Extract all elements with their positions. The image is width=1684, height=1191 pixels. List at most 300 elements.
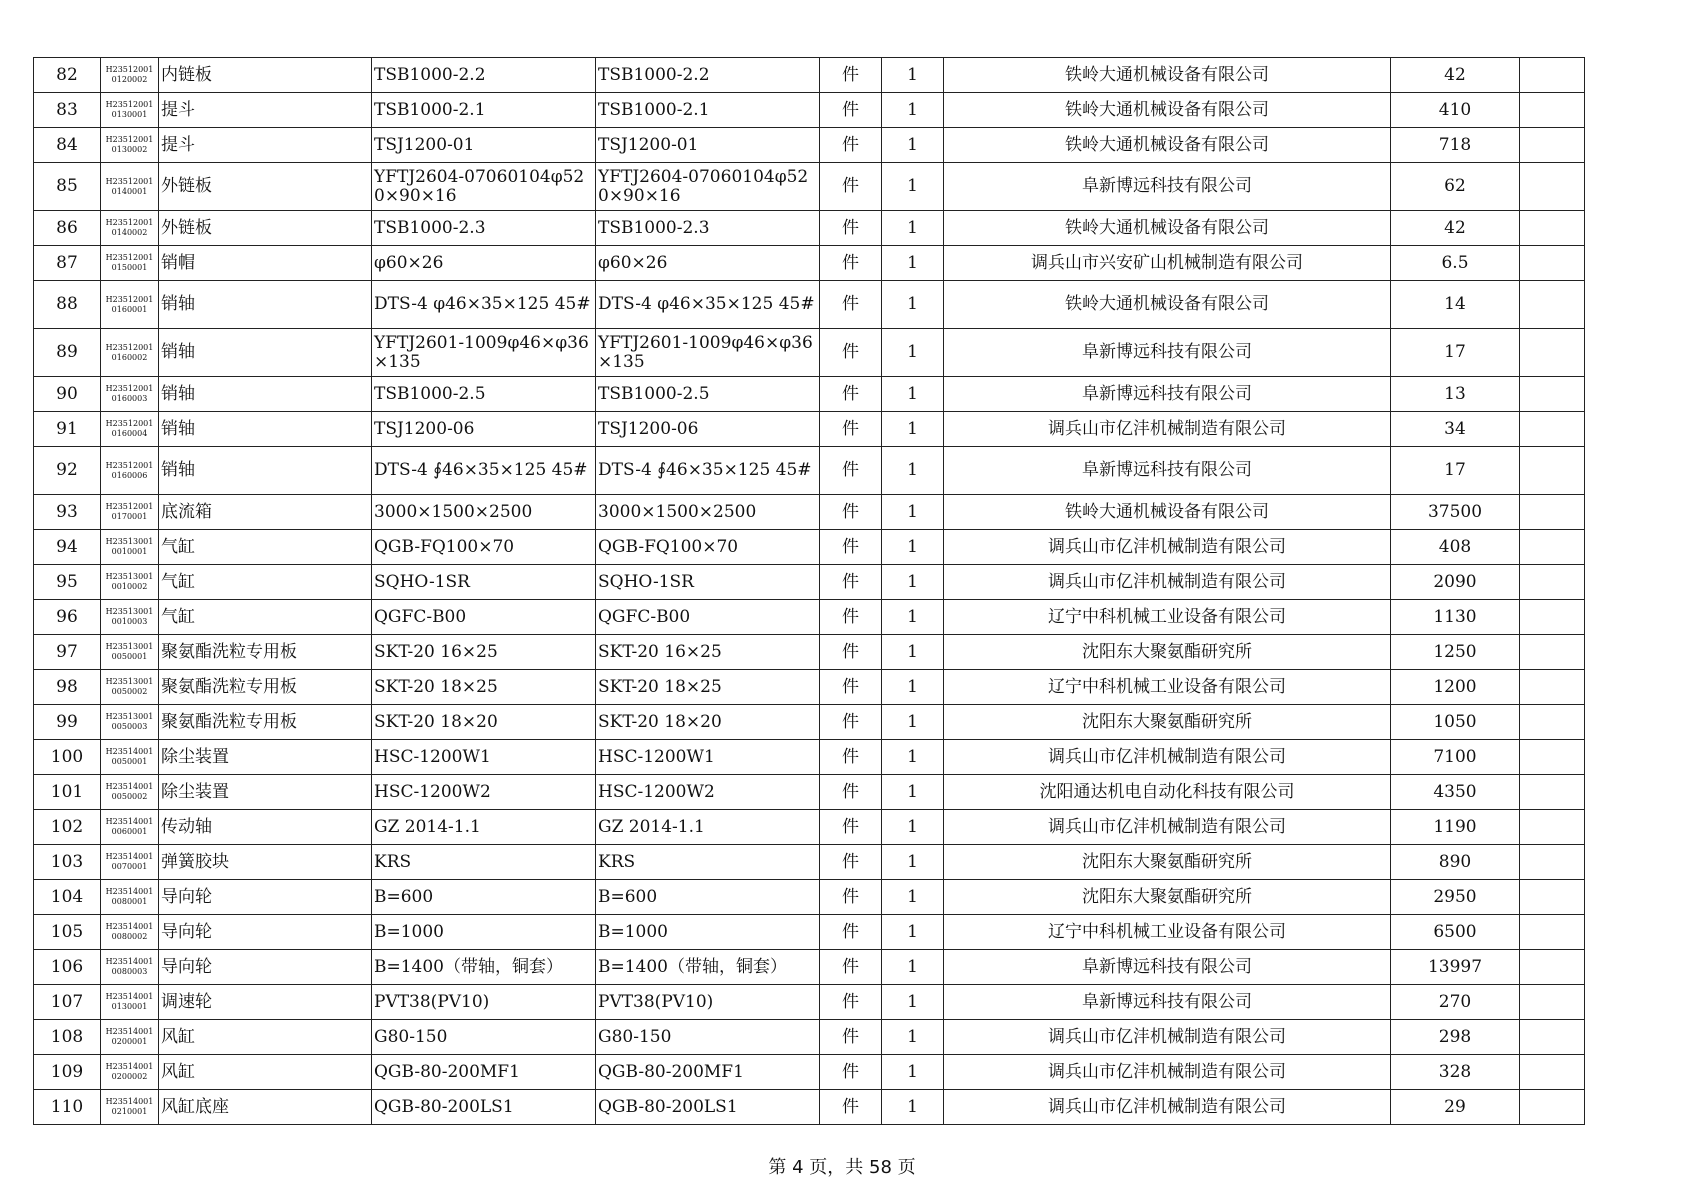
item-name-cell: 底流箱 xyxy=(159,495,372,530)
item-code-line1: H23513001 xyxy=(105,712,154,721)
item-code-cell xyxy=(101,670,159,705)
price-cell: 42 xyxy=(1391,58,1520,93)
price-cell: 4350 xyxy=(1391,775,1520,810)
price-cell: 62 xyxy=(1391,163,1520,211)
item-code-line1: H23514001 xyxy=(105,1027,154,1036)
model-cell: PVT38(PV10) xyxy=(596,985,820,1020)
spec-cell: B=600 xyxy=(372,880,596,915)
spec-cell: YFTJ2604-07060104φ520×90×16 xyxy=(372,163,596,211)
item-code-cell xyxy=(101,447,159,495)
note-cell xyxy=(1520,377,1585,412)
supplier-cell: 辽宁中科机械工业设备有限公司 xyxy=(944,600,1391,635)
spec-cell: G80-150 xyxy=(372,1020,596,1055)
model-cell: SQHO-1SR xyxy=(596,565,820,600)
footer-mid: 页，共 xyxy=(803,1157,869,1178)
footer-page-total: 58 xyxy=(869,1157,892,1178)
item-name-cell: 导向轮 xyxy=(159,915,372,950)
quantity-cell: 1 xyxy=(882,329,944,377)
item-code-line1: H23514001 xyxy=(105,1097,154,1106)
item-code-line2: 0160004 xyxy=(111,429,148,438)
quantity-cell: 1 xyxy=(882,281,944,329)
note-cell xyxy=(1520,880,1585,915)
quantity-cell: 1 xyxy=(882,246,944,281)
note-cell xyxy=(1520,600,1585,635)
item-code-line1: H23514001 xyxy=(105,782,154,791)
unit-cell: 件 xyxy=(820,211,882,246)
row-number-cell: 110 xyxy=(34,1090,101,1125)
spec-cell: DTS-4 ∮46×35×125 45# xyxy=(372,447,596,495)
note-cell xyxy=(1520,915,1585,950)
note-cell xyxy=(1520,775,1585,810)
item-code-line1: H23512001 xyxy=(105,460,154,470)
supplier-cell: 调兵山市亿沣机械制造有限公司 xyxy=(944,565,1391,600)
quantity-cell: 1 xyxy=(882,670,944,705)
model-cell: QGB-FQ100×70 xyxy=(596,530,820,565)
supplier-cell: 沈阳东大聚氨酯研究所 xyxy=(944,635,1391,670)
supplier-cell: 阜新博远科技有限公司 xyxy=(944,447,1391,495)
row-number-cell: 93 xyxy=(34,495,101,530)
row-number-cell: 84 xyxy=(34,128,101,163)
table-row xyxy=(34,775,1585,810)
quantity-cell: 1 xyxy=(882,1055,944,1090)
item-code-line1: H23512001 xyxy=(105,135,154,144)
unit-cell: 件 xyxy=(820,950,882,985)
price-cell: 718 xyxy=(1391,128,1520,163)
row-number-cell: 92 xyxy=(34,447,101,495)
unit-cell: 件 xyxy=(820,600,882,635)
note-cell xyxy=(1520,447,1585,495)
item-code-cell xyxy=(101,600,159,635)
quantity-cell: 1 xyxy=(882,810,944,845)
item-code-line2: 0160003 xyxy=(111,394,148,403)
unit-cell: 件 xyxy=(820,412,882,447)
quantity-cell: 1 xyxy=(882,211,944,246)
supplier-cell: 调兵山市亿沣机械制造有限公司 xyxy=(944,1020,1391,1055)
model-cell: B=1400（带轴，铜套） xyxy=(596,950,820,985)
spec-cell: PVT38(PV10) xyxy=(372,985,596,1020)
item-code-cell xyxy=(101,880,159,915)
price-cell: 270 xyxy=(1391,985,1520,1020)
supplier-cell: 沈阳东大聚氨酯研究所 xyxy=(944,845,1391,880)
model-cell: QGFC-B00 xyxy=(596,600,820,635)
note-cell xyxy=(1520,128,1585,163)
note-cell xyxy=(1520,565,1585,600)
item-code-line1: H23513001 xyxy=(105,677,154,686)
spec-cell: SKT-20 18×20 xyxy=(372,705,596,740)
item-name-cell: 风缸 xyxy=(159,1055,372,1090)
price-cell: 1190 xyxy=(1391,810,1520,845)
spec-cell: SQHO-1SR xyxy=(372,565,596,600)
note-cell xyxy=(1520,281,1585,329)
item-code-cell xyxy=(101,377,159,412)
note-cell xyxy=(1520,163,1585,211)
row-number-cell: 90 xyxy=(34,377,101,412)
table-row xyxy=(34,447,1585,495)
supplier-cell: 调兵山市亿沣机械制造有限公司 xyxy=(944,810,1391,845)
supplier-cell: 沈阳东大聚氨酯研究所 xyxy=(944,880,1391,915)
model-cell: QGB-80-200MF1 xyxy=(596,1055,820,1090)
item-code-line1: H23514001 xyxy=(105,747,154,756)
supplier-cell: 阜新博远科技有限公司 xyxy=(944,377,1391,412)
row-number-cell: 101 xyxy=(34,775,101,810)
model-cell: B=600 xyxy=(596,880,820,915)
item-code-line1: H23512001 xyxy=(105,294,154,304)
table-row xyxy=(34,810,1585,845)
spec-cell: DTS-4 φ46×35×125 45# xyxy=(372,281,596,329)
quantity-cell: 1 xyxy=(882,740,944,775)
model-cell: B=1000 xyxy=(596,915,820,950)
row-number-cell: 83 xyxy=(34,93,101,128)
table-row xyxy=(34,128,1585,163)
table-row xyxy=(34,705,1585,740)
unit-cell: 件 xyxy=(820,128,882,163)
spec-cell: HSC-1200W1 xyxy=(372,740,596,775)
item-name-cell: 提斗 xyxy=(159,93,372,128)
spec-cell: KRS xyxy=(372,845,596,880)
item-name-cell: 销轴 xyxy=(159,412,372,447)
item-code-line1: H23514001 xyxy=(105,957,154,966)
price-cell: 17 xyxy=(1391,447,1520,495)
quantity-cell: 1 xyxy=(882,128,944,163)
item-code-line1: H23513001 xyxy=(105,642,154,651)
table-row xyxy=(34,93,1585,128)
item-code-line2: 0050002 xyxy=(111,792,148,801)
item-name-cell: 除尘装置 xyxy=(159,740,372,775)
row-number-cell: 106 xyxy=(34,950,101,985)
note-cell xyxy=(1520,985,1585,1020)
price-cell: 410 xyxy=(1391,93,1520,128)
row-number-cell: 98 xyxy=(34,670,101,705)
price-cell: 13 xyxy=(1391,377,1520,412)
quantity-cell: 1 xyxy=(882,58,944,93)
note-cell xyxy=(1520,1020,1585,1055)
price-cell: 42 xyxy=(1391,211,1520,246)
row-number-cell: 91 xyxy=(34,412,101,447)
price-cell: 1200 xyxy=(1391,670,1520,705)
model-cell: φ60×26 xyxy=(596,246,820,281)
unit-cell: 件 xyxy=(820,670,882,705)
model-cell: DTS-4 ∮46×35×125 45# xyxy=(596,447,820,495)
footer-suffix: 页 xyxy=(891,1157,916,1178)
table-row xyxy=(34,58,1585,93)
item-code-cell xyxy=(101,530,159,565)
item-name-cell: 提斗 xyxy=(159,128,372,163)
spec-cell: 3000×1500×2500 xyxy=(372,495,596,530)
quantity-cell: 1 xyxy=(882,377,944,412)
item-name-cell: 调速轮 xyxy=(159,985,372,1020)
quantity-cell: 1 xyxy=(882,915,944,950)
unit-cell: 件 xyxy=(820,635,882,670)
item-code-line1: H23512001 xyxy=(105,176,154,186)
row-number-cell: 109 xyxy=(34,1055,101,1090)
item-code-line2: 0060001 xyxy=(111,827,148,836)
item-code-line2: 0130001 xyxy=(111,110,148,119)
item-code-cell xyxy=(101,329,159,377)
item-code-cell xyxy=(101,810,159,845)
footer-page-number: 4 xyxy=(792,1157,804,1178)
item-code-cell xyxy=(101,740,159,775)
table-row xyxy=(34,950,1585,985)
item-code-line1: H23514001 xyxy=(105,852,154,861)
row-number-cell: 94 xyxy=(34,530,101,565)
model-cell: TSJ1200-01 xyxy=(596,128,820,163)
supplier-cell: 辽宁中科机械工业设备有限公司 xyxy=(944,915,1391,950)
spec-cell: TSB1000-2.3 xyxy=(372,211,596,246)
item-name-cell: 导向轮 xyxy=(159,880,372,915)
quantity-cell: 1 xyxy=(882,447,944,495)
unit-cell: 件 xyxy=(820,447,882,495)
item-code-line2: 0170001 xyxy=(111,512,148,521)
row-number-cell: 105 xyxy=(34,915,101,950)
row-number-cell: 102 xyxy=(34,810,101,845)
price-cell: 890 xyxy=(1391,845,1520,880)
price-cell: 2090 xyxy=(1391,565,1520,600)
table-row xyxy=(34,845,1585,880)
table-row xyxy=(34,1055,1585,1090)
row-number-cell: 87 xyxy=(34,246,101,281)
unit-cell: 件 xyxy=(820,163,882,211)
table-row xyxy=(34,670,1585,705)
note-cell xyxy=(1520,1090,1585,1125)
spec-cell: QGB-80-200MF1 xyxy=(372,1055,596,1090)
unit-cell: 件 xyxy=(820,915,882,950)
item-code-cell xyxy=(101,775,159,810)
row-number-cell: 82 xyxy=(34,58,101,93)
item-code-line1: H23513001 xyxy=(105,537,154,546)
model-cell: DTS-4 φ46×35×125 45# xyxy=(596,281,820,329)
spec-cell: B=1400（带轴，铜套） xyxy=(372,950,596,985)
spec-cell: φ60×26 xyxy=(372,246,596,281)
model-cell: SKT-20 18×20 xyxy=(596,705,820,740)
item-code-line1: H23512001 xyxy=(105,100,154,109)
note-cell xyxy=(1520,211,1585,246)
unit-cell: 件 xyxy=(820,281,882,329)
spec-cell: SKT-20 16×25 xyxy=(372,635,596,670)
item-code-cell xyxy=(101,915,159,950)
model-cell: KRS xyxy=(596,845,820,880)
price-cell: 1130 xyxy=(1391,600,1520,635)
item-name-cell: 销轴 xyxy=(159,447,372,495)
item-code-cell xyxy=(101,495,159,530)
table-row xyxy=(34,246,1585,281)
item-code-line2: 0210001 xyxy=(111,1107,148,1116)
model-cell: G80-150 xyxy=(596,1020,820,1055)
item-code-line2: 0140002 xyxy=(111,228,148,237)
item-code-line1: H23514001 xyxy=(105,992,154,1001)
model-cell: GZ 2014-1.1 xyxy=(596,810,820,845)
item-code-line2: 0080002 xyxy=(111,932,148,941)
item-code-line2: 0070001 xyxy=(111,862,148,871)
item-name-cell: 外链板 xyxy=(159,211,372,246)
table-row xyxy=(34,281,1585,329)
item-name-cell: 销轴 xyxy=(159,377,372,412)
model-cell: HSC-1200W2 xyxy=(596,775,820,810)
price-cell: 2950 xyxy=(1391,880,1520,915)
row-number-cell: 107 xyxy=(34,985,101,1020)
item-name-cell: 除尘装置 xyxy=(159,775,372,810)
item-code-cell xyxy=(101,1090,159,1125)
model-cell: YFTJ2604-07060104φ520×90×16 xyxy=(596,163,820,211)
item-code-line1: H23512001 xyxy=(105,342,154,352)
note-cell xyxy=(1520,740,1585,775)
table-row xyxy=(34,1090,1585,1125)
price-cell: 6.5 xyxy=(1391,246,1520,281)
unit-cell: 件 xyxy=(820,1090,882,1125)
item-code-line2: 0140001 xyxy=(111,186,148,196)
price-cell: 1250 xyxy=(1391,635,1520,670)
item-code-cell xyxy=(101,1020,159,1055)
quantity-cell: 1 xyxy=(882,950,944,985)
supplier-cell: 铁岭大通机械设备有限公司 xyxy=(944,58,1391,93)
quantity-cell: 1 xyxy=(882,985,944,1020)
quantity-cell: 1 xyxy=(882,530,944,565)
item-code-line2: 0050003 xyxy=(111,722,148,731)
row-number-cell: 108 xyxy=(34,1020,101,1055)
table-row xyxy=(34,740,1585,775)
item-code-line2: 0010003 xyxy=(111,617,148,626)
item-code-line1: H23512001 xyxy=(105,502,154,511)
quantity-cell: 1 xyxy=(882,880,944,915)
item-name-cell: 外链板 xyxy=(159,163,372,211)
item-name-cell: 销轴 xyxy=(159,281,372,329)
item-name-cell: 风缸 xyxy=(159,1020,372,1055)
quantity-cell: 1 xyxy=(882,163,944,211)
spec-cell: YFTJ2601-1009φ46×φ36×135 xyxy=(372,329,596,377)
quantity-cell: 1 xyxy=(882,412,944,447)
supplier-cell: 铁岭大通机械设备有限公司 xyxy=(944,211,1391,246)
spec-cell: B=1000 xyxy=(372,915,596,950)
quantity-cell: 1 xyxy=(882,635,944,670)
item-code-cell xyxy=(101,58,159,93)
item-code-cell xyxy=(101,985,159,1020)
model-cell: QGB-80-200LS1 xyxy=(596,1090,820,1125)
price-cell: 6500 xyxy=(1391,915,1520,950)
item-code-line2: 0200002 xyxy=(111,1072,148,1081)
item-name-cell: 销轴 xyxy=(159,329,372,377)
unit-cell: 件 xyxy=(820,740,882,775)
table-row xyxy=(34,985,1585,1020)
unit-cell: 件 xyxy=(820,495,882,530)
item-code-line2: 0130002 xyxy=(111,145,148,154)
supplier-cell: 铁岭大通机械设备有限公司 xyxy=(944,281,1391,329)
row-number-cell: 100 xyxy=(34,740,101,775)
quantity-cell: 1 xyxy=(882,93,944,128)
item-name-cell: 风缸底座 xyxy=(159,1090,372,1125)
note-cell xyxy=(1520,93,1585,128)
price-cell: 408 xyxy=(1391,530,1520,565)
table-row xyxy=(34,915,1585,950)
model-cell: HSC-1200W1 xyxy=(596,740,820,775)
spec-cell: QGFC-B00 xyxy=(372,600,596,635)
row-number-cell: 95 xyxy=(34,565,101,600)
item-code-line2: 0010001 xyxy=(111,547,148,556)
spec-cell: TSB1000-2.5 xyxy=(372,377,596,412)
supplier-cell: 铁岭大通机械设备有限公司 xyxy=(944,93,1391,128)
supplier-cell: 辽宁中科机械工业设备有限公司 xyxy=(944,670,1391,705)
item-code-line1: H23512001 xyxy=(105,384,154,393)
unit-cell: 件 xyxy=(820,246,882,281)
spec-cell: HSC-1200W2 xyxy=(372,775,596,810)
item-name-cell: 内链板 xyxy=(159,58,372,93)
table-row xyxy=(34,880,1585,915)
row-number-cell: 97 xyxy=(34,635,101,670)
supplier-cell: 铁岭大通机械设备有限公司 xyxy=(944,128,1391,163)
note-cell xyxy=(1520,950,1585,985)
page-footer xyxy=(0,1153,1684,1179)
note-cell xyxy=(1520,58,1585,93)
row-number-cell: 96 xyxy=(34,600,101,635)
row-number-cell: 86 xyxy=(34,211,101,246)
table-row xyxy=(34,377,1585,412)
table-row xyxy=(34,412,1585,447)
item-code-cell xyxy=(101,128,159,163)
item-name-cell: 聚氨酯洗粒专用板 xyxy=(159,635,372,670)
item-code-line2: 0050001 xyxy=(111,757,148,766)
item-code-cell xyxy=(101,412,159,447)
table-row xyxy=(34,1020,1585,1055)
price-cell: 17 xyxy=(1391,329,1520,377)
table-row xyxy=(34,495,1585,530)
item-code-line2: 0080001 xyxy=(111,897,148,906)
item-code-cell xyxy=(101,211,159,246)
note-cell xyxy=(1520,635,1585,670)
row-number-cell: 103 xyxy=(34,845,101,880)
price-cell: 29 xyxy=(1391,1090,1520,1125)
model-cell: TSB1000-2.1 xyxy=(596,93,820,128)
unit-cell: 件 xyxy=(820,377,882,412)
item-code-cell xyxy=(101,281,159,329)
quantity-cell: 1 xyxy=(882,1020,944,1055)
supplier-cell: 阜新博远科技有限公司 xyxy=(944,985,1391,1020)
table-row xyxy=(34,600,1585,635)
model-cell: SKT-20 18×25 xyxy=(596,670,820,705)
item-code-line1: H23512001 xyxy=(105,65,154,74)
item-code-line2: 0080003 xyxy=(111,967,148,976)
spec-cell: TSB1000-2.2 xyxy=(372,58,596,93)
model-cell: SKT-20 16×25 xyxy=(596,635,820,670)
price-cell: 7100 xyxy=(1391,740,1520,775)
supplier-cell: 沈阳东大聚氨酯研究所 xyxy=(944,705,1391,740)
unit-cell: 件 xyxy=(820,705,882,740)
item-code-line2: 0160006 xyxy=(111,470,148,480)
item-code-cell xyxy=(101,950,159,985)
note-cell xyxy=(1520,495,1585,530)
footer-prefix: 第 xyxy=(768,1157,793,1178)
item-code-line1: H23514001 xyxy=(105,817,154,826)
quantity-cell: 1 xyxy=(882,705,944,740)
unit-cell: 件 xyxy=(820,530,882,565)
note-cell xyxy=(1520,329,1585,377)
note-cell xyxy=(1520,845,1585,880)
row-number-cell: 104 xyxy=(34,880,101,915)
spec-cell: TSJ1200-06 xyxy=(372,412,596,447)
model-cell: TSJ1200-06 xyxy=(596,412,820,447)
supplier-cell: 铁岭大通机械设备有限公司 xyxy=(944,495,1391,530)
item-name-cell: 气缸 xyxy=(159,565,372,600)
table-row xyxy=(34,211,1585,246)
quantity-cell: 1 xyxy=(882,495,944,530)
quantity-cell: 1 xyxy=(882,1090,944,1125)
item-code-cell xyxy=(101,1055,159,1090)
model-cell: YFTJ2601-1009φ46×φ36×135 xyxy=(596,329,820,377)
note-cell xyxy=(1520,246,1585,281)
supplier-cell: 阜新博远科技有限公司 xyxy=(944,950,1391,985)
model-cell: 3000×1500×2500 xyxy=(596,495,820,530)
supplier-cell: 阜新博远科技有限公司 xyxy=(944,163,1391,211)
item-code-line1: H23512001 xyxy=(105,218,154,227)
row-number-cell: 85 xyxy=(34,163,101,211)
spec-cell: TSJ1200-01 xyxy=(372,128,596,163)
